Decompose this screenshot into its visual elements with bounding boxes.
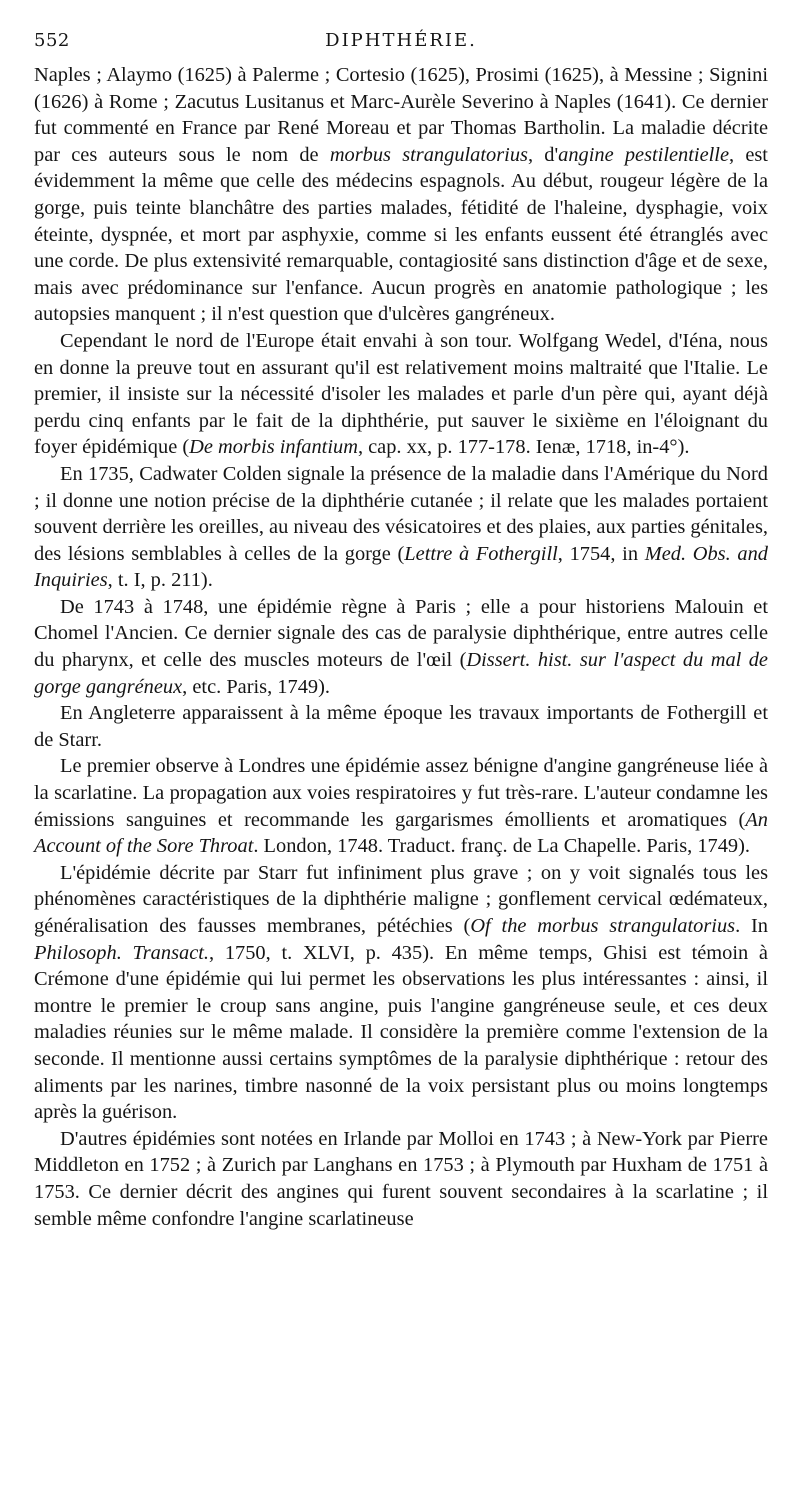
page-number: 552 xyxy=(34,30,70,51)
body-text xyxy=(34,62,768,1232)
text-run: De 1743 à 1748, une épidémie règne à Paris ; elle a pour historiens Malouin et Chomel l'Ancien. Ce dernier signale des cas de paralysie diphthérique, entre autres celle du pharynx, et celle des muscles moteurs de l'œil ( xyxy=(34,595,768,672)
running-head: DIPHTHÉRIE. xyxy=(325,30,477,51)
text-run: , cap. xx, p. 177-178. Ienæ, 1718, in-4°). xyxy=(357,436,690,459)
text-run: . In xyxy=(735,915,768,937)
text-run: , 1754, in xyxy=(557,542,645,565)
italic-run: morbus strangulatorius xyxy=(329,143,528,166)
italic-run: Lettre à Fothergill xyxy=(404,542,558,565)
text-run: D'autres épidémies sont notées en Irlande par Molloi en 1743 ; à New-York par Pierre Middleton en 1752 ; à Zurich par Langhans en 1753 ; à Plymouth par Huxham de 1751 à 1753. Ce dernier décrit des angines qui furent souvent secondaires à la scarlatine ; il semble même confondre l'angine scarlatineuse xyxy=(34,1127,768,1230)
text-run: , est évidemment la même que celle des médecins espagnols. Au début, rougeur légère de la gorge, puis teinte blanchâtre des parties malades, fétidité de l'haleine, dysphagie, voix éteinte, dyspnée, et mort par asphyxie, comme si les enfants eussent été étranglés avec une corde. De plus extensivité remarquable, contagiosité sans distinction d'âge et de sexe, mais avec prédominance sur l'enfance. Aucun progrès en anatomie pathologique ; les autopsies manquent ; il n'est question que d'ulcères gangréneux. xyxy=(34,143,768,326)
text-run: En Angleterre apparaissent à la même époque les travaux importants de Fothergill et de Starr. xyxy=(34,702,768,751)
italic-run: angine pestilentielle xyxy=(558,143,730,166)
paragraph xyxy=(34,594,768,700)
text-run: Naples ; Alaymo (1625) à Palerme ; Cortesio (1625), Prosimi (1625), à Messine ; Signini (1626) à Rome ; Zacutus Lusitanus et Marc-Aurèle Severino à Naples (1641). Ce dernier fut commenté en France par René Moreau et par Thomas Bartholin. La maladie décrite par ces auteurs sous le nom de xyxy=(34,64,768,166)
paragraph xyxy=(34,62,768,328)
page-header xyxy=(34,30,768,62)
paragraph xyxy=(34,461,768,594)
text-run: Cependant le nord de l'Europe était envahi à son tour. Wolfgang Wedel, d'Iéna, nous en donne la preuve tout en assurant qu'il est relativement moins maltraité que l'Italie. Le premier, il insiste sur la nécessité d'isoler les malades et parle d'un père qui, ayant déjà perdu cinq enfants par le fait de la diphthérie, put sauver le sixième en l'éloignant du foyer épidémique ( xyxy=(34,329,768,459)
italic-run: An Account of the Sore Throat xyxy=(34,808,768,858)
italic-run: Philosoph. Transact. xyxy=(34,941,210,964)
italic-run: Med. Obs. and Inquiries xyxy=(34,542,768,592)
paragraph xyxy=(34,1126,768,1232)
italic-run: Dissert. hist. sur l'aspect du mal de gorge gangréneux xyxy=(34,649,768,698)
text-run: . London, 1748. Traduct. franç. de La Chapelle. Paris, 1749). xyxy=(253,835,751,858)
italic-run: De morbis infantium xyxy=(189,436,358,459)
text-run: , t. I, p. 211). xyxy=(107,569,213,592)
paragraph xyxy=(34,860,768,1126)
paragraph xyxy=(34,700,768,753)
italic-run: Of the morbus strangulatorius xyxy=(470,915,736,937)
text-run: , etc. Paris, 1749). xyxy=(182,675,330,698)
text-run: Le premier observe à Londres une épidémie assez bénigne d'angine gangréneuse liée à la scarlatine. La propagation aux voies respiratoires y fut très-rare. L'auteur condamne les émissions sanguines et recommande les gargarismes émollients et aromatiques ( xyxy=(34,755,768,831)
text-run: , d' xyxy=(527,143,559,166)
paragraph xyxy=(34,753,768,859)
paragraph xyxy=(34,328,768,461)
text-run: , 1750, t. XLVI, p. 435). En même temps, Ghisi est témoin à Crémone d'une épidémie qui lui permet les observations les plus intéressantes : ainsi, il montre le premier le croup sans angine, puis l'angine gangréneuse seule, et ces deux maladies réunies sur le même malade. Il considère la première comme l'extension de la seconde. Il mentionne aussi certains symptômes de la paralysie diphthérique : retour des aliments par les narines, timbre nasonné de la voix persistant plus ou moins longtemps après la guérison. xyxy=(34,941,768,1124)
text-run: En 1735, Cadwater Colden signale la présence de la maladie dans l'Amérique du Nord ; il donne une notion précise de la diphthérie cutanée ; il relate que les malades portaient souvent derrière les oreilles, au niveau des vésicatoires et des plaies, aux parties génitales, des lésions semblables à celles de la gorge ( xyxy=(34,462,768,565)
text-run: L'épidémie décrite par Starr fut infiniment plus grave ; on y voit signalés tous les phénomènes caractéristiques de la diphthérie maligne ; gonflement cervical œdémateux, généralisation des fausses membranes, pétéchies ( xyxy=(34,861,768,937)
